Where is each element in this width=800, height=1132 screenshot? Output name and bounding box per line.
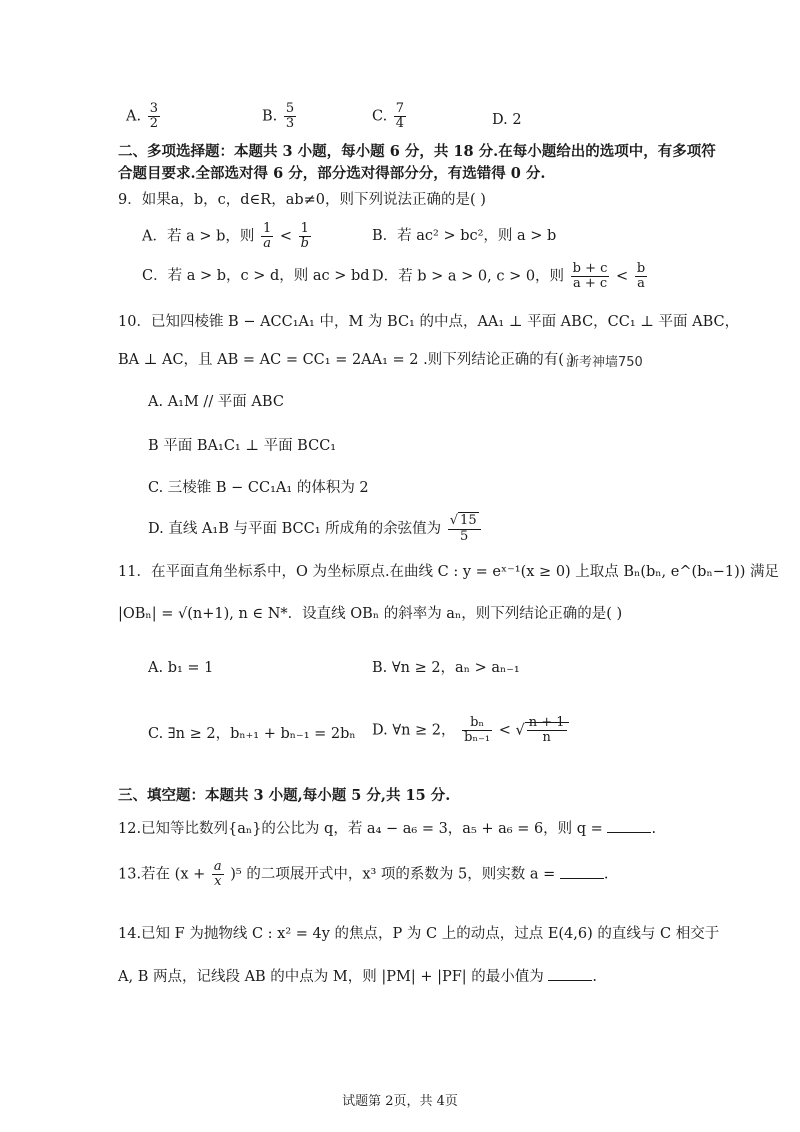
q8-b-fraction: $\frac{5}{3}$ — [285, 101, 295, 131]
q8-d-value: 2 — [512, 112, 522, 128]
q14-answer-blank — [548, 966, 592, 981]
q10-option-a: A. A₁M // 平面 ABC — [148, 394, 284, 410]
q11-stem-line1: 11．在平面直角坐标系中，O 为坐标原点.在曲线 C : y = eˣ⁻¹(x ≥ 0) 上取点 Bₙ(bₙ, e^(bₙ−1)) 满足 — [118, 564, 780, 580]
q12-answer-blank — [607, 818, 651, 833]
page-footer: 试题第 2页，共 4页 — [342, 1094, 458, 1109]
q9-option-a: A．若 a > b，则 $\frac{1}{a}$ < $\frac{1}{b}$ — [142, 221, 309, 251]
q9-stem: 9．如果a，b，c，d∈R，ab≠0，则下列说法正确的是( ) — [118, 192, 486, 208]
q14-stem-line1: 14.已知 F 为抛物线 C : x² = 4y 的焦点，P 为 C 上的动点，过点 E(4,6) 的直线与 C 相交于 — [118, 926, 720, 942]
q8-option-d — [492, 110, 522, 130]
q8-b-label: B. — [262, 108, 278, 125]
section2-heading-line2: 合题目要求.全部选对得 6 分，部分选对得部分分，有选错得 0 分. — [118, 165, 546, 182]
q14-stem-line2: A, B 两点，记线段 AB 的中点为 M，则 |PM| + |PF| 的最小值为 . — [118, 966, 597, 987]
q9-a-frac1: $\frac{1}{a}$ — [262, 221, 272, 251]
q11-d-sqrt: √ $\frac{n + 1}{n}$ — [516, 716, 569, 745]
q10-stem-line1: 10．已知四棱锥 B − ACC₁A₁ 中，M 为 BC₁ 的中点，AA₁ ⊥ 平面 ABC，CC₁ ⊥ 平面 ABC， — [118, 314, 740, 330]
q13-answer-blank — [560, 864, 604, 879]
q10-option-b: B 平面 BA₁C₁ ⊥ 平面 BCC₁ — [148, 438, 337, 454]
q8-a-fraction: $\frac{3}{2}$ — [149, 101, 158, 131]
q13-stem: 13.若在 (x + $\frac{a}{x}$ )⁵ 的二项展开式中，x³ 项的系数为 5，则实数 a = . — [118, 859, 609, 889]
q11-option-b: B. ∀n ≥ 2，aₙ > aₙ₋₁ — [372, 660, 520, 676]
q11-option-c: C. ∃n ≥ 2，bₙ₊₁ + bₙ₋₁ = 2bₙ — [148, 726, 356, 742]
q10-option-c: C. 三棱锥 B − CC₁A₁ 的体积为 2 — [148, 480, 369, 496]
q8-option-a — [126, 102, 162, 131]
sqrt-sign: √ 15 — [449, 513, 477, 528]
q9-d-frac1: $\frac{b + c}{a + c}$ — [572, 261, 608, 291]
q11-option-d: D. ∀n ≥ 2， $\frac{\text{bₙ}}{\text{bₙ₋₁}}$ < √ $\frac{n + 1}{n}$ — [372, 716, 569, 745]
q11-option-a: A. b₁ = 1 — [148, 660, 214, 676]
section2-heading-line1: 二、多项选择题：本题共 3 小题，每小题 6 分，共 18 分.在每小题给出的选项中，有多项符 — [118, 143, 716, 160]
q10-option-d: D. 直线 A₁B 与平面 BCC₁ 所成角的余弦值为 $\frac{√ 15}{5}$ — [148, 514, 483, 544]
q10-d-fraction: $\frac{√ 15}{5}$ — [448, 514, 481, 544]
q11-stem-line2: |OBₙ| = √(n+1), n ∈ N*．设直线 OBₙ 的斜率为 aₙ，则下列结论正确的是( ) — [118, 606, 623, 622]
watermark-text: 浙考神墙750 — [566, 355, 643, 370]
section3-heading: 三、填空题：本题共 3 小题,每小题 5 分,共 15 分. — [118, 787, 451, 804]
q9-option-d: D．若 b > a > 0, c > 0，则 $\frac{b + c}{a + c}$ < $\frac{b}{a}$ — [372, 261, 646, 291]
q9-d-frac2: $\frac{b}{a}$ — [636, 261, 646, 291]
q9-a-frac2: $\frac{1}{b}$ — [300, 221, 309, 251]
q8-c-fraction: $\frac{7}{4}$ — [395, 101, 405, 131]
q10-stem-line2: BA ⊥ AC，且 AB = AC = CC₁ = 2AA₁ = 2 .则下列结论正确的有( ) — [118, 352, 575, 368]
q13-fraction: $\frac{a}{x}$ — [213, 859, 222, 889]
q8-option-b — [262, 102, 298, 131]
q8-c-label: C. — [372, 108, 388, 125]
q12-stem: 12.已知等比数列{aₙ}的公比为 q，若 a₄ − a₆ = 3，a₅ + a₆ = 6，则 q = . — [118, 818, 656, 839]
q8-d-label: D. — [492, 112, 508, 128]
q11-d-frac: $\frac{\text{bₙ}}{\text{bₙ₋₁}}$ — [464, 715, 491, 745]
q9-option-c: C．若 a > b，c > d，则 ac > bd — [142, 268, 370, 284]
q8-a-label: A. — [126, 108, 142, 125]
q8-option-c — [372, 102, 408, 131]
q9-option-b: B．若 ac² > bc²，则 a > b — [372, 228, 557, 244]
